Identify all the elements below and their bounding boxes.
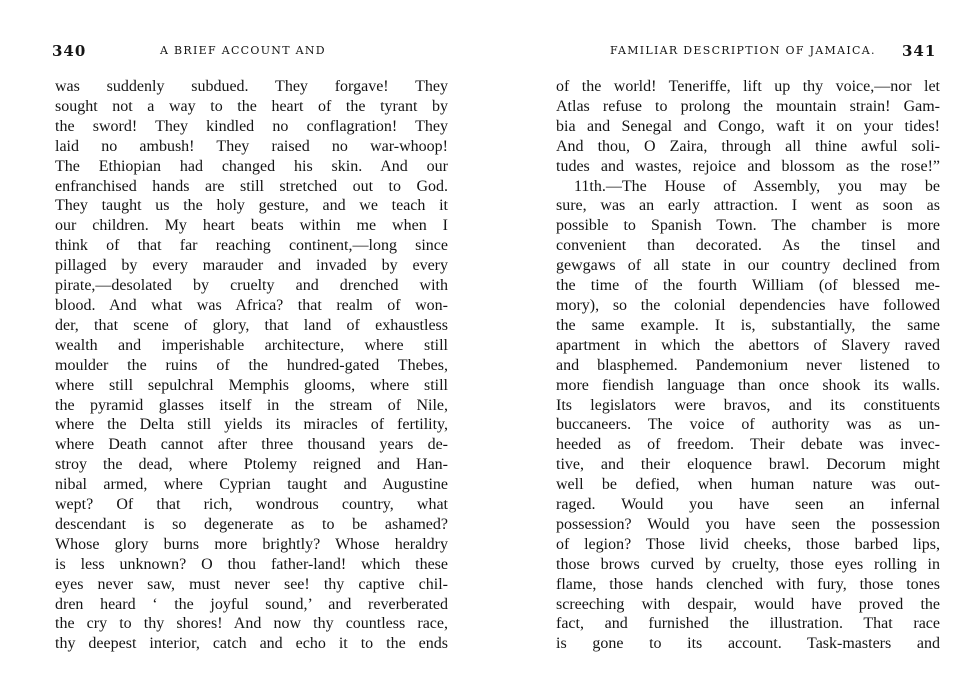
text-line: heeded as of freedom. Their debate was invec- [556, 436, 940, 454]
right-body-text [556, 77, 940, 654]
text-line: raged. Would you have seen an infernal [556, 496, 940, 514]
text-line: the sword! They kindled no conflagration! They [55, 117, 448, 135]
text-line: tive, and their eloquence brawl. Decorum might [556, 456, 940, 474]
text-line: of the world! Teneriffe, lift up thy voice,—nor let [556, 78, 940, 95]
right-page-number: 341 [902, 42, 937, 60]
text-line: Whose glory burns more brightly? Whose heraldry [55, 535, 448, 553]
right-running-head: FAMILIAR DESCRIPTION OF JAMAICA. [610, 44, 876, 57]
text-line: thy deepest interior, catch and echo it to the ends [55, 635, 448, 653]
text-line: well be defied, when human nature was out- [556, 476, 940, 494]
text-line: convenient than decorated. As the tinsel and [556, 237, 940, 255]
text-line: They taught us the holy gesture, and we teach it [55, 197, 448, 215]
text-line: laid no ambush! They raised no war-whoop! [55, 137, 448, 155]
text-line: the time of the fourth William (of blessed me- [556, 277, 940, 295]
text-line: of legion? Those livid cheeks, those barbed lips, [556, 535, 940, 553]
text-line: pillaged by every marauder and invaded by every [55, 257, 448, 275]
text-line: flame, those hands clenched with fury, those tones [556, 575, 940, 593]
text-line: where the Delta still yields its miracles of fertility, [55, 416, 448, 434]
text-line: tudes and wastes, rejoice and blossom as the rose!” [556, 157, 940, 175]
text-line: and blasphemed. Pandemonium never listened to [556, 356, 940, 374]
text-line: apartment in which the abettors of Slavery raved [556, 336, 940, 354]
text-line: blood. And what was Africa? that realm of won- [55, 296, 448, 314]
text-line: Its legislators were bravos, and its constituents [556, 396, 940, 414]
text-line: The Ethiopian had changed his skin. And our [55, 157, 448, 175]
text-line: is gone to its account. Task-masters and [556, 635, 940, 653]
text-line: descendant is so degenerate as to be ashamed? [55, 515, 448, 533]
text-line: think of that far reaching continent,—long since [55, 237, 448, 255]
text-line: stroy the dead, where Ptolemy reigned and Han- [55, 456, 448, 474]
text-line: possible to Spanish Town. The chamber is more [556, 217, 940, 235]
text-line: enfranchised hands are still stretched out to God. [55, 177, 448, 195]
text-line: wealth and imperishable architecture, where still [55, 336, 448, 354]
text-line: sure, was an early attraction. I went as soon as [556, 197, 940, 215]
text-line: der, that scene of glory, that land of exhaustless [55, 316, 448, 334]
text-line: mory), so the colonial dependencies have followed [556, 296, 940, 314]
text-line: where still sepulchral Memphis glooms, where still [55, 376, 448, 394]
text-line: the cry to thy shores! And now thy countless race, [55, 615, 448, 633]
text-line: those brows curved by cruelty, those eyes rolling in [556, 555, 940, 573]
text-line: is less unknown? O thou father-land! which these [55, 555, 448, 573]
left-body-text [55, 77, 448, 654]
text-line: fact, and furnished the illustration. That race [556, 615, 940, 633]
text-line: wept? Of that rich, wondrous country, what [55, 496, 448, 514]
text-line: sought not a way to the heart of the tyrant by [55, 97, 448, 115]
text-line: 11th.—The House of Assembly, you may be [574, 177, 940, 195]
text-line: eyes never saw, must never see! thy captive chil- [55, 575, 448, 593]
text-line: where Death cannot after three thousand years de- [55, 436, 448, 454]
text-line: more fiendish language than once shook its walls. [556, 376, 940, 394]
text-line: was suddenly subdued. They forgave! They [55, 78, 448, 95]
text-line: the pyramid glasses itself in the stream of Nile, [55, 396, 448, 414]
text-line: the same example. It is, substantially, the same [556, 316, 940, 334]
text-line: buccaneers. The voice of authority was as un- [556, 416, 940, 434]
text-line: possession? Would you have seen the possession [556, 515, 940, 533]
text-line: dren heard ‘ the joyful sound,’ and reverberated [55, 595, 448, 613]
left-running-head: A BRIEF ACCOUNT AND [160, 44, 326, 57]
text-line: nibal armed, where Cyprian taught and Augustine [55, 476, 448, 494]
text-line: bia and Senegal and Congo, waft it on your tides! [556, 117, 940, 135]
left-page-number: 340 [52, 42, 87, 60]
text-line: pirate,—desolated by cruelty and drenched with [55, 277, 448, 295]
text-line: Atlas refuse to prolong the mountain strain! Gam- [556, 97, 940, 115]
text-line: gewgaws of all state in our country declined from [556, 257, 940, 275]
text-line: moulder the ruins of the hundred-gated Thebes, [55, 356, 448, 374]
text-line: screeching with despair, would have proved the [556, 595, 940, 613]
text-line: our children. My heart beats within me when I [55, 217, 448, 235]
text-line: And thou, O Zaira, through all thine awful soli- [556, 137, 940, 155]
